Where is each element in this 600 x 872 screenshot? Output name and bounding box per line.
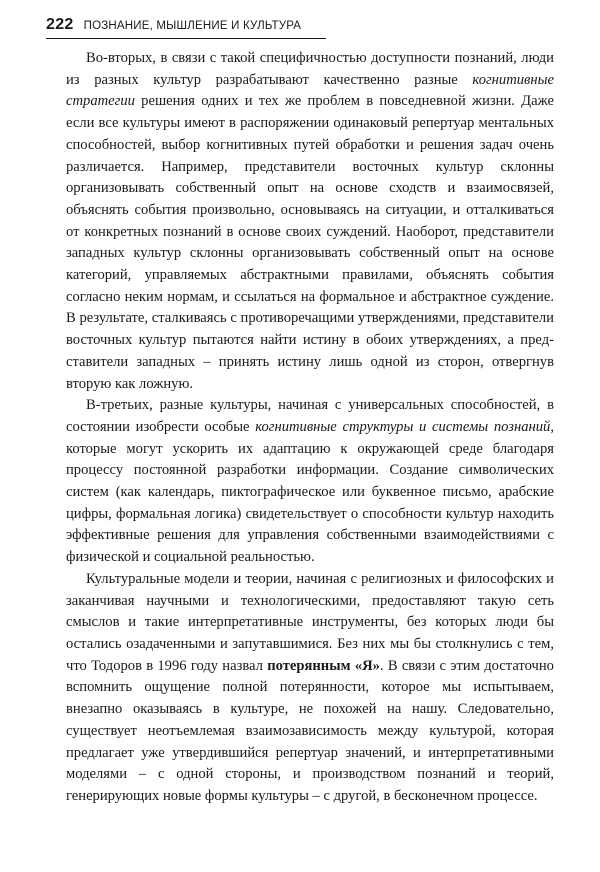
- text-run: Во-вторых, в связи с такой специфичностью доступности познаний, люди из разных культур разрабатывают качественно разные: [66, 50, 554, 88]
- italic-term: когнитивные стратегии: [66, 71, 554, 110]
- text-run: Культуральные модели и теории, начиная с религиозных и философских и заканчивая научными и технологическими, предоставляют такую сеть смыслов и такие интерпретативные инструменты, без которых люди бы остались озадаченными и запутавшимися. Без них мы бы столкнулись с тем, что Тодоров в 1996 году назвал: [66, 570, 554, 674]
- paragraph: [66, 48, 554, 395]
- text-run: В-третьих, разные культуры, начиная с универсальных способностей, в состоянии изобрести особые: [66, 397, 554, 435]
- bold-term: потерянным «Я»: [267, 657, 380, 674]
- page-header: [46, 16, 326, 39]
- text-run: , которые могут ускорить их адаптацию к окружающей среде благодаря процессу постоянной разработки информации. Создание символических систем (как календарь, пиктографическое или буквенное письмо, арабские цифры, формальная логика) свидетельствует о способности культур находить эффективные решения для управления собственными взаимодействиями с физической и социальной реальностью.: [66, 418, 554, 566]
- running-title: ПОЗНАНИЕ, МЫШЛЕНИЕ И КУЛЬТУРА: [83, 20, 302, 32]
- text-run: решения одних и тех же проблем в повседневной жизни. Даже если все культуры имеют в распоряжении одинаковый репертуар ментальных способностей, выбор когнитивных путей обработки и решения задач очень различается. Например, представители восточных культур склонны организовывать собственный опыт на основе сходств и взаимосвязей, объяснять события произвольно, основываясь на ситуации, и отталкиваться от конкретных познаний в основе своих суждений. Наоборот, представители западных культур склонны организовывать собственный опыт на основе категорий, управляемых абстрактными правилами, объяснять события согласно неким нормам, и ссылаться на формальное и абстрактное суждение. В результате, сталкиваясь с противоречащими утверждениями, представители восточных культур пытаются найти истину в обоих утверждениях, а представители западных – принять истину лишь одной из сторон, отвергнув вторую как ложную.: [66, 93, 554, 392]
- paragraph: [66, 569, 554, 808]
- page-number: 222: [46, 16, 74, 33]
- italic-term: когнитивные структуры и системы познаний: [255, 418, 551, 435]
- body-text: [66, 48, 554, 808]
- text-run: . В связи с этим достаточно вспомнить ощущение полной потерянности, которое мы испытываем, внезапно оказываясь в культуре, не похожей на нашу. Следовательно, существует неотъемлемая взаимозависимость между культурой, которая предлагает уже утвердившийся репертуар значений, и интерпретативными моделями – с одной стороны, и производством познаний и теорий, генерирующих новые формы культуры – с другой, в бесконечном процессе.: [66, 657, 554, 804]
- paragraph: [66, 395, 554, 569]
